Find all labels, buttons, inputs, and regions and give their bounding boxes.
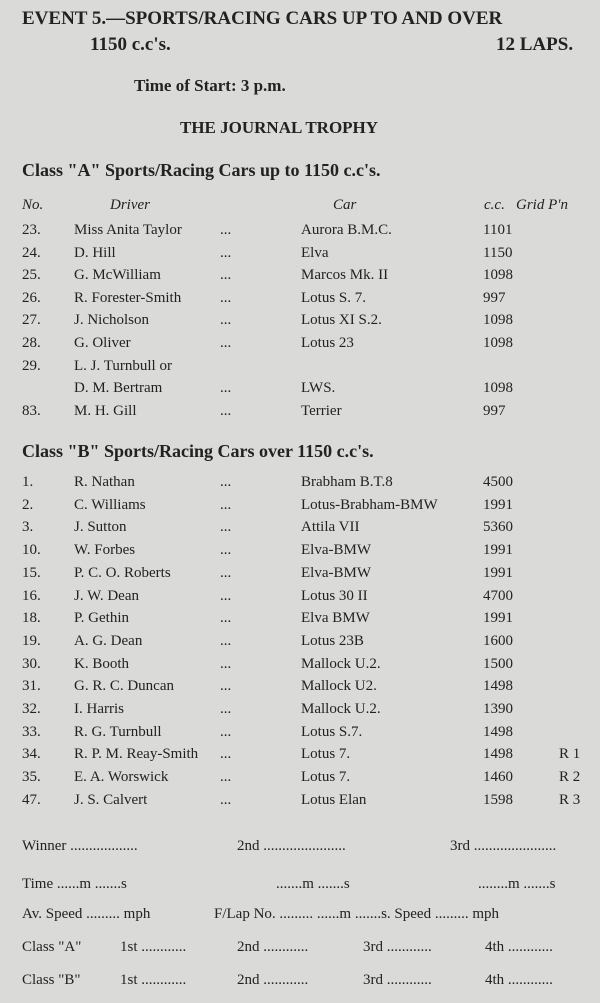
entry-number: 33.: [22, 723, 41, 740]
car-name: Lotus 23: [301, 335, 354, 351]
table-row: [0, 633, 600, 655]
driver-name: P. Gethin: [74, 610, 130, 627]
engine-cc: 1150: [483, 244, 513, 261]
entry-number: 25.: [22, 267, 41, 284]
table-row: [0, 519, 600, 541]
driver-name: P. C. O. Roberts: [74, 564, 171, 581]
engine-cc: 1390: [483, 701, 513, 717]
winner-line: Winner ..................: [22, 838, 138, 854]
table-row: [0, 474, 600, 496]
car-name: LWS.: [301, 380, 336, 397]
start-time: Time of Start: 3 p.m.: [134, 76, 286, 95]
driver-name: I. Harris: [74, 701, 124, 717]
car-name: Lotus Elan: [301, 791, 367, 808]
driver-name: R. G. Turnbull: [74, 723, 162, 740]
table-row: [0, 656, 600, 678]
engine-cc: 1991: [483, 542, 513, 559]
engine-cc: 997: [483, 402, 506, 419]
table-row: [0, 769, 600, 791]
event-title: EVENT 5.—SPORTS/RACING CARS UP TO AND OVER: [22, 8, 503, 29]
class-a-1st: 1st ............: [120, 939, 187, 955]
entry-number: 24.: [22, 244, 41, 261]
column-headers: [0, 197, 600, 219]
time-1: Time ......m .......s: [22, 876, 127, 892]
table-row: [0, 792, 600, 814]
leader-dots: ...: [220, 769, 232, 786]
event-laps: 12 LAPS.: [496, 34, 574, 55]
grid-position: R 2: [559, 769, 581, 786]
engine-cc: 1498: [483, 678, 513, 695]
entry-number: 10.: [22, 542, 41, 559]
time-3: ........m .......s: [478, 876, 556, 892]
table-row: [0, 724, 600, 746]
table-row: [0, 497, 600, 519]
leader-dots: ...: [220, 222, 232, 238]
car-name: Aurora B.M.C.: [301, 222, 392, 238]
entry-number: 18.: [22, 610, 41, 627]
leader-dots: ...: [220, 267, 232, 284]
leader-dots: ...: [220, 791, 232, 808]
engine-cc: 1600: [483, 632, 513, 649]
table-row: [0, 403, 600, 425]
engine-cc: 1101: [483, 222, 513, 238]
table-row: [0, 267, 600, 289]
leader-dots: ...: [220, 244, 232, 261]
third-line: 3rd ......................: [450, 838, 557, 854]
table-row: [0, 245, 600, 267]
driver-name: M. H. Gill: [74, 402, 137, 419]
class-a-2nd: 2nd ............: [237, 939, 309, 955]
entry-number: 27.: [22, 312, 41, 329]
table-row: [0, 312, 600, 334]
leader-dots: ...: [220, 312, 232, 329]
entry-number: 28.: [22, 335, 41, 351]
col-grid: Grid P'n: [516, 197, 568, 213]
entry-number: 15.: [22, 564, 41, 581]
entry-number: 1.: [22, 474, 34, 490]
car-name: Mallock U.2.: [301, 701, 381, 717]
engine-cc: 1098: [483, 312, 513, 329]
car-name: Elva BMW: [301, 610, 370, 627]
driver-name: W. Forbes: [74, 542, 136, 559]
av-speed-line: Av. Speed ......... mph: [22, 906, 151, 922]
driver-name: Miss Anita Taylor: [74, 222, 182, 238]
leader-dots: ...: [220, 632, 232, 649]
engine-cc: 4500: [483, 474, 513, 490]
col-no: No.: [22, 197, 44, 213]
engine-cc: 1991: [483, 610, 513, 627]
driver-name: R. P. M. Reay-Smith: [74, 746, 199, 763]
table-row: [0, 610, 600, 632]
leader-dots: ...: [220, 380, 232, 397]
entry-number: 32.: [22, 701, 41, 717]
car-name: Attila VII: [301, 519, 360, 536]
engine-cc: 1498: [483, 723, 513, 740]
entry-number: 34.: [22, 746, 41, 763]
entry-number: 26.: [22, 289, 41, 306]
engine-cc: 1098: [483, 267, 513, 284]
event-subtitle: 1150 c.c's.: [90, 34, 171, 55]
col-cc: c.c.: [484, 197, 505, 213]
grid-position: R 1: [559, 746, 581, 763]
driver-name: L. J. Turnbull or: [74, 357, 172, 374]
table-row: [0, 542, 600, 564]
driver-name: J. W. Dean: [74, 587, 139, 604]
car-name: Lotus S.7.: [301, 723, 363, 740]
engine-cc: 1598: [483, 791, 513, 808]
entry-number: 23.: [22, 222, 41, 238]
car-name: Elva-BMW: [301, 564, 371, 581]
driver-name: G. McWilliam: [74, 267, 161, 284]
entry-number: 30.: [22, 655, 41, 672]
car-name: Elva-BMW: [301, 542, 371, 559]
leader-dots: ...: [220, 402, 232, 419]
class-b-1st: 1st ............: [120, 972, 187, 988]
trophy-title: THE JOURNAL TROPHY: [180, 118, 379, 137]
car-name: Mallock U.2.: [301, 655, 381, 672]
class-a-3rd: 3rd ............: [363, 939, 432, 955]
col-driver: Driver: [110, 197, 150, 213]
driver-name: K. Booth: [74, 655, 130, 672]
car-name: Lotus 7.: [301, 769, 351, 786]
time-2: .......m .......s: [276, 876, 350, 892]
entry-number: 16.: [22, 587, 41, 604]
driver-name: R. Nathan: [74, 474, 135, 490]
second-line: 2nd ......................: [237, 838, 346, 854]
engine-cc: 1498: [483, 746, 513, 763]
engine-cc: 1991: [483, 564, 513, 581]
class-b-3rd: 3rd ............: [363, 972, 432, 988]
engine-cc: 1098: [483, 335, 513, 351]
driver-name: E. A. Worswick: [74, 769, 169, 786]
engine-cc: 1460: [483, 769, 513, 786]
driver-name: G. R. C. Duncan: [74, 678, 174, 695]
engine-cc: 5360: [483, 519, 513, 536]
entry-number: 3.: [22, 519, 34, 536]
engine-cc: 1098: [483, 380, 513, 397]
entry-number: 35.: [22, 769, 41, 786]
engine-cc: 997: [483, 289, 506, 306]
car-name: Lotus 30 II: [301, 587, 368, 604]
leader-dots: ...: [220, 701, 232, 717]
entry-number: 47.: [22, 791, 41, 808]
driver-name: J. Sutton: [74, 519, 127, 536]
class-b-result-label: Class "B": [22, 972, 81, 988]
class-b-4th: 4th ............: [485, 972, 553, 988]
leader-dots: ...: [220, 335, 232, 351]
class-b-2nd: 2nd ............: [237, 972, 309, 988]
leader-dots: ...: [220, 519, 232, 536]
driver-name: J. S. Calvert: [74, 791, 148, 808]
entry-number: 29.: [22, 357, 41, 374]
leader-dots: ...: [220, 496, 232, 513]
leader-dots: ...: [220, 474, 232, 490]
table-row: [0, 290, 600, 312]
entry-number: 83.: [22, 402, 41, 419]
table-row: [0, 565, 600, 587]
grid-position: R 3: [559, 791, 581, 808]
car-name: Lotus-Brabham-BMW: [301, 496, 438, 513]
entry-number: 31.: [22, 678, 41, 695]
car-name: Lotus 7.: [301, 746, 351, 763]
leader-dots: ...: [220, 610, 232, 627]
table-row: [0, 358, 600, 380]
car-name: Lotus S. 7.: [301, 289, 367, 306]
leader-dots: ...: [220, 655, 232, 672]
fastest-lap-line: F/Lap No. ......... ......m .......s. Speed ......... mph: [214, 906, 499, 922]
table-row: [0, 335, 600, 357]
class-a-4th: 4th ............: [485, 939, 553, 955]
class-b-heading: Class "B" Sports/Racing Cars over 1150 c.c's.: [22, 441, 374, 461]
car-name: Terrier: [301, 402, 342, 419]
car-name: Lotus 23B: [301, 632, 364, 649]
class-a-result-label: Class "A": [22, 939, 82, 955]
driver-name: C. Williams: [74, 496, 146, 513]
engine-cc: 1991: [483, 496, 513, 513]
car-name: Lotus XI S.2.: [301, 312, 382, 329]
leader-dots: ...: [220, 678, 232, 695]
table-row: [0, 678, 600, 700]
leader-dots: ...: [220, 746, 232, 763]
table-row: [0, 380, 600, 402]
driver-name: J. Nicholson: [74, 312, 149, 329]
driver-name: A. G. Dean: [74, 632, 143, 649]
table-row: [0, 588, 600, 610]
entry-number: 19.: [22, 632, 41, 649]
car-name: Elva: [301, 244, 329, 261]
leader-dots: ...: [220, 564, 232, 581]
driver-name: D. M. Bertram: [74, 380, 163, 397]
car-name: Marcos Mk. II: [301, 267, 389, 284]
leader-dots: ...: [220, 542, 232, 559]
driver-name: D. Hill: [74, 244, 116, 261]
class-a-heading: Class "A" Sports/Racing Cars up to 1150 c.c's.: [22, 160, 381, 180]
table-row: [0, 746, 600, 768]
driver-name: G. Oliver: [74, 335, 131, 351]
col-car: Car: [333, 197, 357, 213]
leader-dots: ...: [220, 587, 232, 604]
leader-dots: ...: [220, 723, 232, 740]
engine-cc: 4700: [483, 587, 513, 604]
engine-cc: 1500: [483, 655, 513, 672]
table-row: [0, 701, 600, 723]
leader-dots: ...: [220, 289, 232, 306]
table-row: [0, 222, 600, 244]
driver-name: R. Forester-Smith: [74, 289, 182, 306]
car-name: Mallock U2.: [301, 678, 377, 695]
car-name: Brabham B.T.8: [301, 474, 393, 490]
entry-number: 2.: [22, 496, 34, 513]
